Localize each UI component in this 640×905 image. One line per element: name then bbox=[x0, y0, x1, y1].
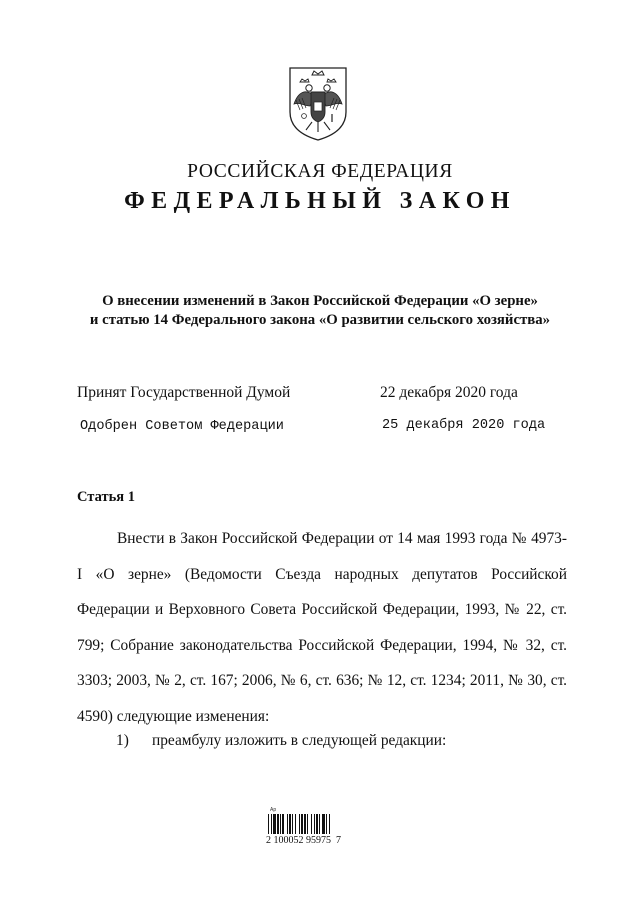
country-name: РОССИЙСКАЯ ФЕДЕРАЦИЯ bbox=[187, 161, 453, 182]
law-type-heading: ФЕДЕРАЛЬНЫЙ ЗАКОН bbox=[124, 188, 516, 214]
council-approval-date: 25 декабря 2020 года bbox=[382, 418, 546, 433]
article-paragraph: Внести в Закон Российской Федерации от 14 мая 1993 года № 4973-I «О зерне» (Ведомости Съезда народных депутатов Российской Федерации и Верховного Совета Российской Федерации, 1993, № 22, ст. 799; Собрание законодательства Российской Федерации, 1994, № 32, ст. 3303; 2003, № 2, ст. 167; 2006, № 6, ст. 636; № 12, ст. 1234; 2011, № 30, ст. 4590) следующие изменения: bbox=[77, 530, 567, 725]
duma-adoption-label: Принят Государственной Думой bbox=[77, 384, 291, 401]
svg-text:Ap: Ap bbox=[270, 807, 277, 813]
list-item-text: преамбулу изложить в следующей редакции: bbox=[152, 732, 447, 749]
council-approval-label: Одобрен Советом Федерации bbox=[80, 419, 284, 434]
law-title-line-2: и статью 14 Федерального закона «О развитии сельского хозяйства» bbox=[89, 312, 551, 328]
law-title-line-1: О внесении изменений в Закон Российской Федерации «О зерне» bbox=[102, 293, 538, 309]
barcode-number: 2 100052 95975 7 bbox=[266, 835, 341, 846]
list-item-number: 1) bbox=[116, 732, 129, 749]
duma-adoption-date: 22 декабря 2020 года bbox=[380, 384, 518, 401]
law-title bbox=[0, 292, 640, 330]
article-heading: Статья 1 bbox=[77, 489, 135, 505]
coat-of-arms-icon bbox=[286, 66, 350, 142]
